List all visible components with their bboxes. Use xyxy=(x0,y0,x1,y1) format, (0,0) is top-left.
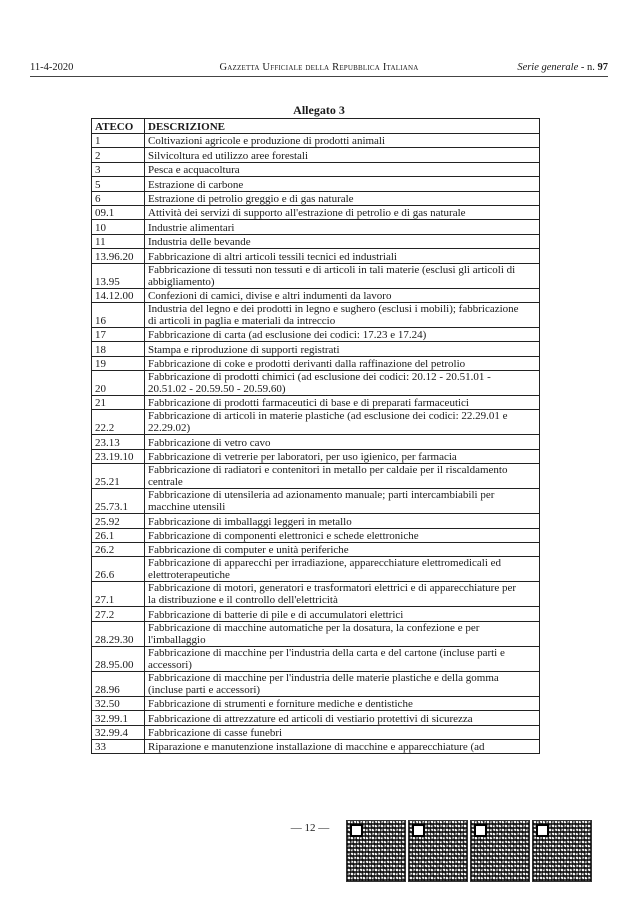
ateco-description xyxy=(145,263,540,288)
ateco-code: 11 xyxy=(92,234,145,248)
description-line: Fabbricazione di tessuti non tessuti e di articoli in tali materie (esclusi gli articoli di xyxy=(148,263,516,276)
qr-code-icon xyxy=(408,820,468,882)
table-row xyxy=(92,671,540,696)
table-row xyxy=(92,148,540,162)
qr-code-icon xyxy=(470,820,530,882)
ateco-description xyxy=(145,205,540,219)
ateco-description xyxy=(145,557,540,582)
qr-code-icon xyxy=(346,820,406,882)
description-line: Fabbricazione di macchine per l'industria delle materie plastiche e della gomma xyxy=(148,671,499,684)
ateco-code: 20 xyxy=(92,371,145,396)
ateco-description xyxy=(145,696,540,710)
ateco-description xyxy=(145,621,540,646)
table-row xyxy=(92,711,540,725)
table-row xyxy=(92,177,540,191)
description-line: Fabbricazione di macchine automatiche per la dosatura, la confezione e per xyxy=(148,621,480,634)
ateco-description xyxy=(145,191,540,205)
ateco-code: 09.1 xyxy=(92,205,145,219)
description-line: Fabbricazione di vetro cavo xyxy=(148,436,271,449)
description-line: Fabbricazione di imballaggi leggeri in metallo xyxy=(148,515,352,528)
description-line: abbigliamento) xyxy=(148,275,215,288)
ateco-description xyxy=(145,410,540,435)
table-row xyxy=(92,696,540,710)
table-row xyxy=(92,396,540,410)
ateco-code: 25.92 xyxy=(92,514,145,528)
description-line: Fabbricazione di apparecchi per irradiazione, apparecchiature elettromedicali ed xyxy=(148,557,502,570)
page-header xyxy=(30,58,608,78)
ateco-code: 32.99.4 xyxy=(92,725,145,739)
description-line: Fabbricazione di coke e prodotti derivanti dalla raffinazione del petrolio xyxy=(148,358,466,371)
description-line: Fabbricazione di strumenti e forniture mediche e dentistiche xyxy=(148,698,413,711)
ateco-code: 6 xyxy=(92,191,145,205)
ateco-description xyxy=(145,288,540,302)
table-row xyxy=(92,543,540,557)
ateco-description xyxy=(145,711,540,725)
ateco-code: 28.96 xyxy=(92,671,145,696)
table-row xyxy=(92,410,540,435)
ateco-code: 23.13 xyxy=(92,435,145,449)
ateco-description xyxy=(145,543,540,557)
table-row xyxy=(92,528,540,542)
column-header-ateco: ATECO xyxy=(92,119,145,134)
ateco-code: 25.21 xyxy=(92,464,145,489)
table-body xyxy=(92,134,540,754)
ateco-code: 13.96.20 xyxy=(92,249,145,263)
series-number: 97 xyxy=(597,62,608,73)
table-row xyxy=(92,371,540,396)
description-line: Fabbricazione di carta (ad esclusione dei codici: 17.23 e 17.24) xyxy=(148,329,427,342)
ateco-code: 32.99.1 xyxy=(92,711,145,725)
table-row xyxy=(92,234,540,248)
ateco-description xyxy=(145,528,540,542)
description-line: elettroterapeutiche xyxy=(148,569,230,582)
description-line: Fabbricazione di radiatori e contenitori in metallo per caldaie per il riscaldamento xyxy=(148,464,508,477)
ateco-code: 3 xyxy=(92,162,145,176)
table-row xyxy=(92,621,540,646)
description-line: Confezioni di camici, divise e altri indumenti da lavoro xyxy=(148,289,392,302)
ateco-code: 14.12.00 xyxy=(92,288,145,302)
ateco-code: 27.1 xyxy=(92,582,145,607)
table-row xyxy=(92,342,540,356)
description-line: Fabbricazione di macchine per l'industria della carta e del cartone (incluse parti e xyxy=(148,646,505,659)
ateco-code: 19 xyxy=(92,356,145,370)
table-row xyxy=(92,263,540,288)
ateco-description xyxy=(145,671,540,696)
header-date: 11-4-2020 xyxy=(30,62,74,73)
ateco-description xyxy=(145,449,540,463)
description-line: Fabbricazione di prodotti farmaceutici di base e di preparati farmaceutici xyxy=(148,397,469,410)
ateco-description xyxy=(145,739,540,753)
ateco-description xyxy=(145,514,540,528)
ateco-code: 2 xyxy=(92,148,145,162)
ateco-code: 1 xyxy=(92,134,145,148)
description-line: Coltivazioni agricole e produzione di prodotti animali xyxy=(148,135,386,148)
ateco-description xyxy=(145,148,540,162)
table-row xyxy=(92,191,540,205)
description-line: l'imballaggio xyxy=(148,633,206,646)
ateco-description xyxy=(145,489,540,514)
table-row xyxy=(92,220,540,234)
ateco-code: 5 xyxy=(92,177,145,191)
description-line: Industrie alimentari xyxy=(148,221,235,234)
description-line: Attività dei servizi di supporto all'estrazione di petrolio e di gas naturale xyxy=(148,207,466,220)
header-title: Gazzetta Ufficiale della Repubblica Italiana xyxy=(219,62,419,73)
description-line: di articoli in paglia e materiali da intreccio xyxy=(148,314,336,327)
table-row xyxy=(92,739,540,753)
description-line: Fabbricazione di prodotti chimici (ad esclusione dei codici: 20.12 - 20.51.01 - xyxy=(148,371,491,384)
table-row xyxy=(92,249,540,263)
description-line: Pesca e acquacoltura xyxy=(148,164,240,177)
qr-code-strip xyxy=(346,820,594,880)
ateco-code: 28.29.30 xyxy=(92,621,145,646)
description-line: Fabbricazione di componenti elettronici e schede elettroniche xyxy=(148,530,419,543)
ateco-code: 32.50 xyxy=(92,696,145,710)
column-header-descrizione: DESCRIZIONE xyxy=(145,119,540,134)
description-line: Silvicoltura ed utilizzo aree forestali xyxy=(148,149,309,162)
table-row xyxy=(92,435,540,449)
ateco-description xyxy=(145,177,540,191)
series-label: Serie generale xyxy=(517,62,579,73)
description-line: (incluse parti e accessori) xyxy=(148,683,261,696)
description-line: Stampa e riproduzione di supporti registrati xyxy=(148,343,340,356)
header-series xyxy=(517,62,608,73)
ateco-code: 17 xyxy=(92,327,145,341)
ateco-table xyxy=(91,118,540,754)
ateco-code: 25.73.1 xyxy=(92,489,145,514)
description-line: accessori) xyxy=(148,658,192,671)
description-line: Industria del legno e dei prodotti in legno e sughero (esclusi i mobili); fabbricazione xyxy=(148,302,519,315)
ateco-code: 21 xyxy=(92,396,145,410)
ateco-description xyxy=(145,234,540,248)
ateco-description xyxy=(145,249,540,263)
description-line: 20.51.02 - 20.59.50 - 20.59.60) xyxy=(148,383,286,396)
description-line: Estrazione di petrolio greggio e di gas naturale xyxy=(148,192,354,205)
ateco-description xyxy=(145,356,540,370)
table-row xyxy=(92,288,540,302)
annex-title: Allegato 3 xyxy=(293,103,345,117)
table-row xyxy=(92,449,540,463)
ateco-description xyxy=(145,464,540,489)
ateco-description xyxy=(145,134,540,148)
description-line: Riparazione e manutenzione installazione di macchine e apparecchiature (ad xyxy=(148,741,485,754)
ateco-description xyxy=(145,435,540,449)
ateco-code: 26.6 xyxy=(92,557,145,582)
ateco-code: 22.2 xyxy=(92,410,145,435)
ateco-description xyxy=(145,162,540,176)
description-line: Estrazione di carbone xyxy=(148,178,244,191)
table-row xyxy=(92,464,540,489)
ateco-code: 18 xyxy=(92,342,145,356)
table-row xyxy=(92,205,540,219)
table-row xyxy=(92,607,540,621)
ateco-code: 27.2 xyxy=(92,607,145,621)
ateco-description xyxy=(145,725,540,739)
ateco-description xyxy=(145,607,540,621)
table-row xyxy=(92,356,540,370)
ateco-code: 16 xyxy=(92,302,145,327)
description-line: centrale xyxy=(148,476,183,489)
table-row xyxy=(92,514,540,528)
description-line: Industria delle bevande xyxy=(148,236,251,249)
ateco-code: 26.2 xyxy=(92,543,145,557)
ateco-description xyxy=(145,371,540,396)
ateco-description xyxy=(145,327,540,341)
series-sep: - n. xyxy=(578,62,598,73)
table-row xyxy=(92,725,540,739)
description-line: 22.29.02) xyxy=(148,422,191,435)
header-rule xyxy=(30,76,608,77)
ateco-code: 13.95 xyxy=(92,263,145,288)
ateco-code: 23.19.10 xyxy=(92,449,145,463)
table-row xyxy=(92,646,540,671)
table-row xyxy=(92,327,540,341)
ateco-description xyxy=(145,220,540,234)
table-row xyxy=(92,557,540,582)
description-line: Fabbricazione di casse funebri xyxy=(148,726,283,739)
table-row xyxy=(92,302,540,327)
description-line: Fabbricazione di motori, generatori e trasformatori elettrici e di apparecchiature per xyxy=(148,582,517,595)
description-line: Fabbricazione di vetrerie per laboratori, per uso igienico, per farmacia xyxy=(148,451,457,464)
ateco-code: 26.1 xyxy=(92,528,145,542)
description-line: Fabbricazione di altri articoli tessili tecnici ed industriali xyxy=(148,250,397,263)
description-line: Fabbricazione di attrezzature ed articoli di vestiario protettivi di sicurezza xyxy=(148,712,473,725)
description-line: macchine utensili xyxy=(148,501,226,514)
ateco-description xyxy=(145,342,540,356)
description-line: Fabbricazione di utensileria ad azionamento manuale; parti intercambiabili per xyxy=(148,489,495,502)
description-line: Fabbricazione di articoli in materie plastiche (ad esclusione dei codici: 22.29.01 e xyxy=(148,410,508,423)
table-row xyxy=(92,582,540,607)
ateco-code: 10 xyxy=(92,220,145,234)
ateco-code: 28.95.00 xyxy=(92,646,145,671)
ateco-description xyxy=(145,302,540,327)
description-line: Fabbricazione di computer e unità periferiche xyxy=(148,544,349,557)
ateco-description xyxy=(145,582,540,607)
table-row xyxy=(92,162,540,176)
table-row xyxy=(92,489,540,514)
ateco-description xyxy=(145,396,540,410)
qr-code-icon xyxy=(532,820,592,882)
description-line: Fabbricazione di batterie di pile e di accumulatori elettrici xyxy=(148,608,404,621)
ateco-code: 33 xyxy=(92,739,145,753)
table-row xyxy=(92,134,540,148)
description-line: la distribuzione e il controllo dell'elettricità xyxy=(148,594,338,607)
page-number: — 12 — xyxy=(290,822,330,834)
ateco-description xyxy=(145,646,540,671)
table-header-row xyxy=(92,119,540,134)
